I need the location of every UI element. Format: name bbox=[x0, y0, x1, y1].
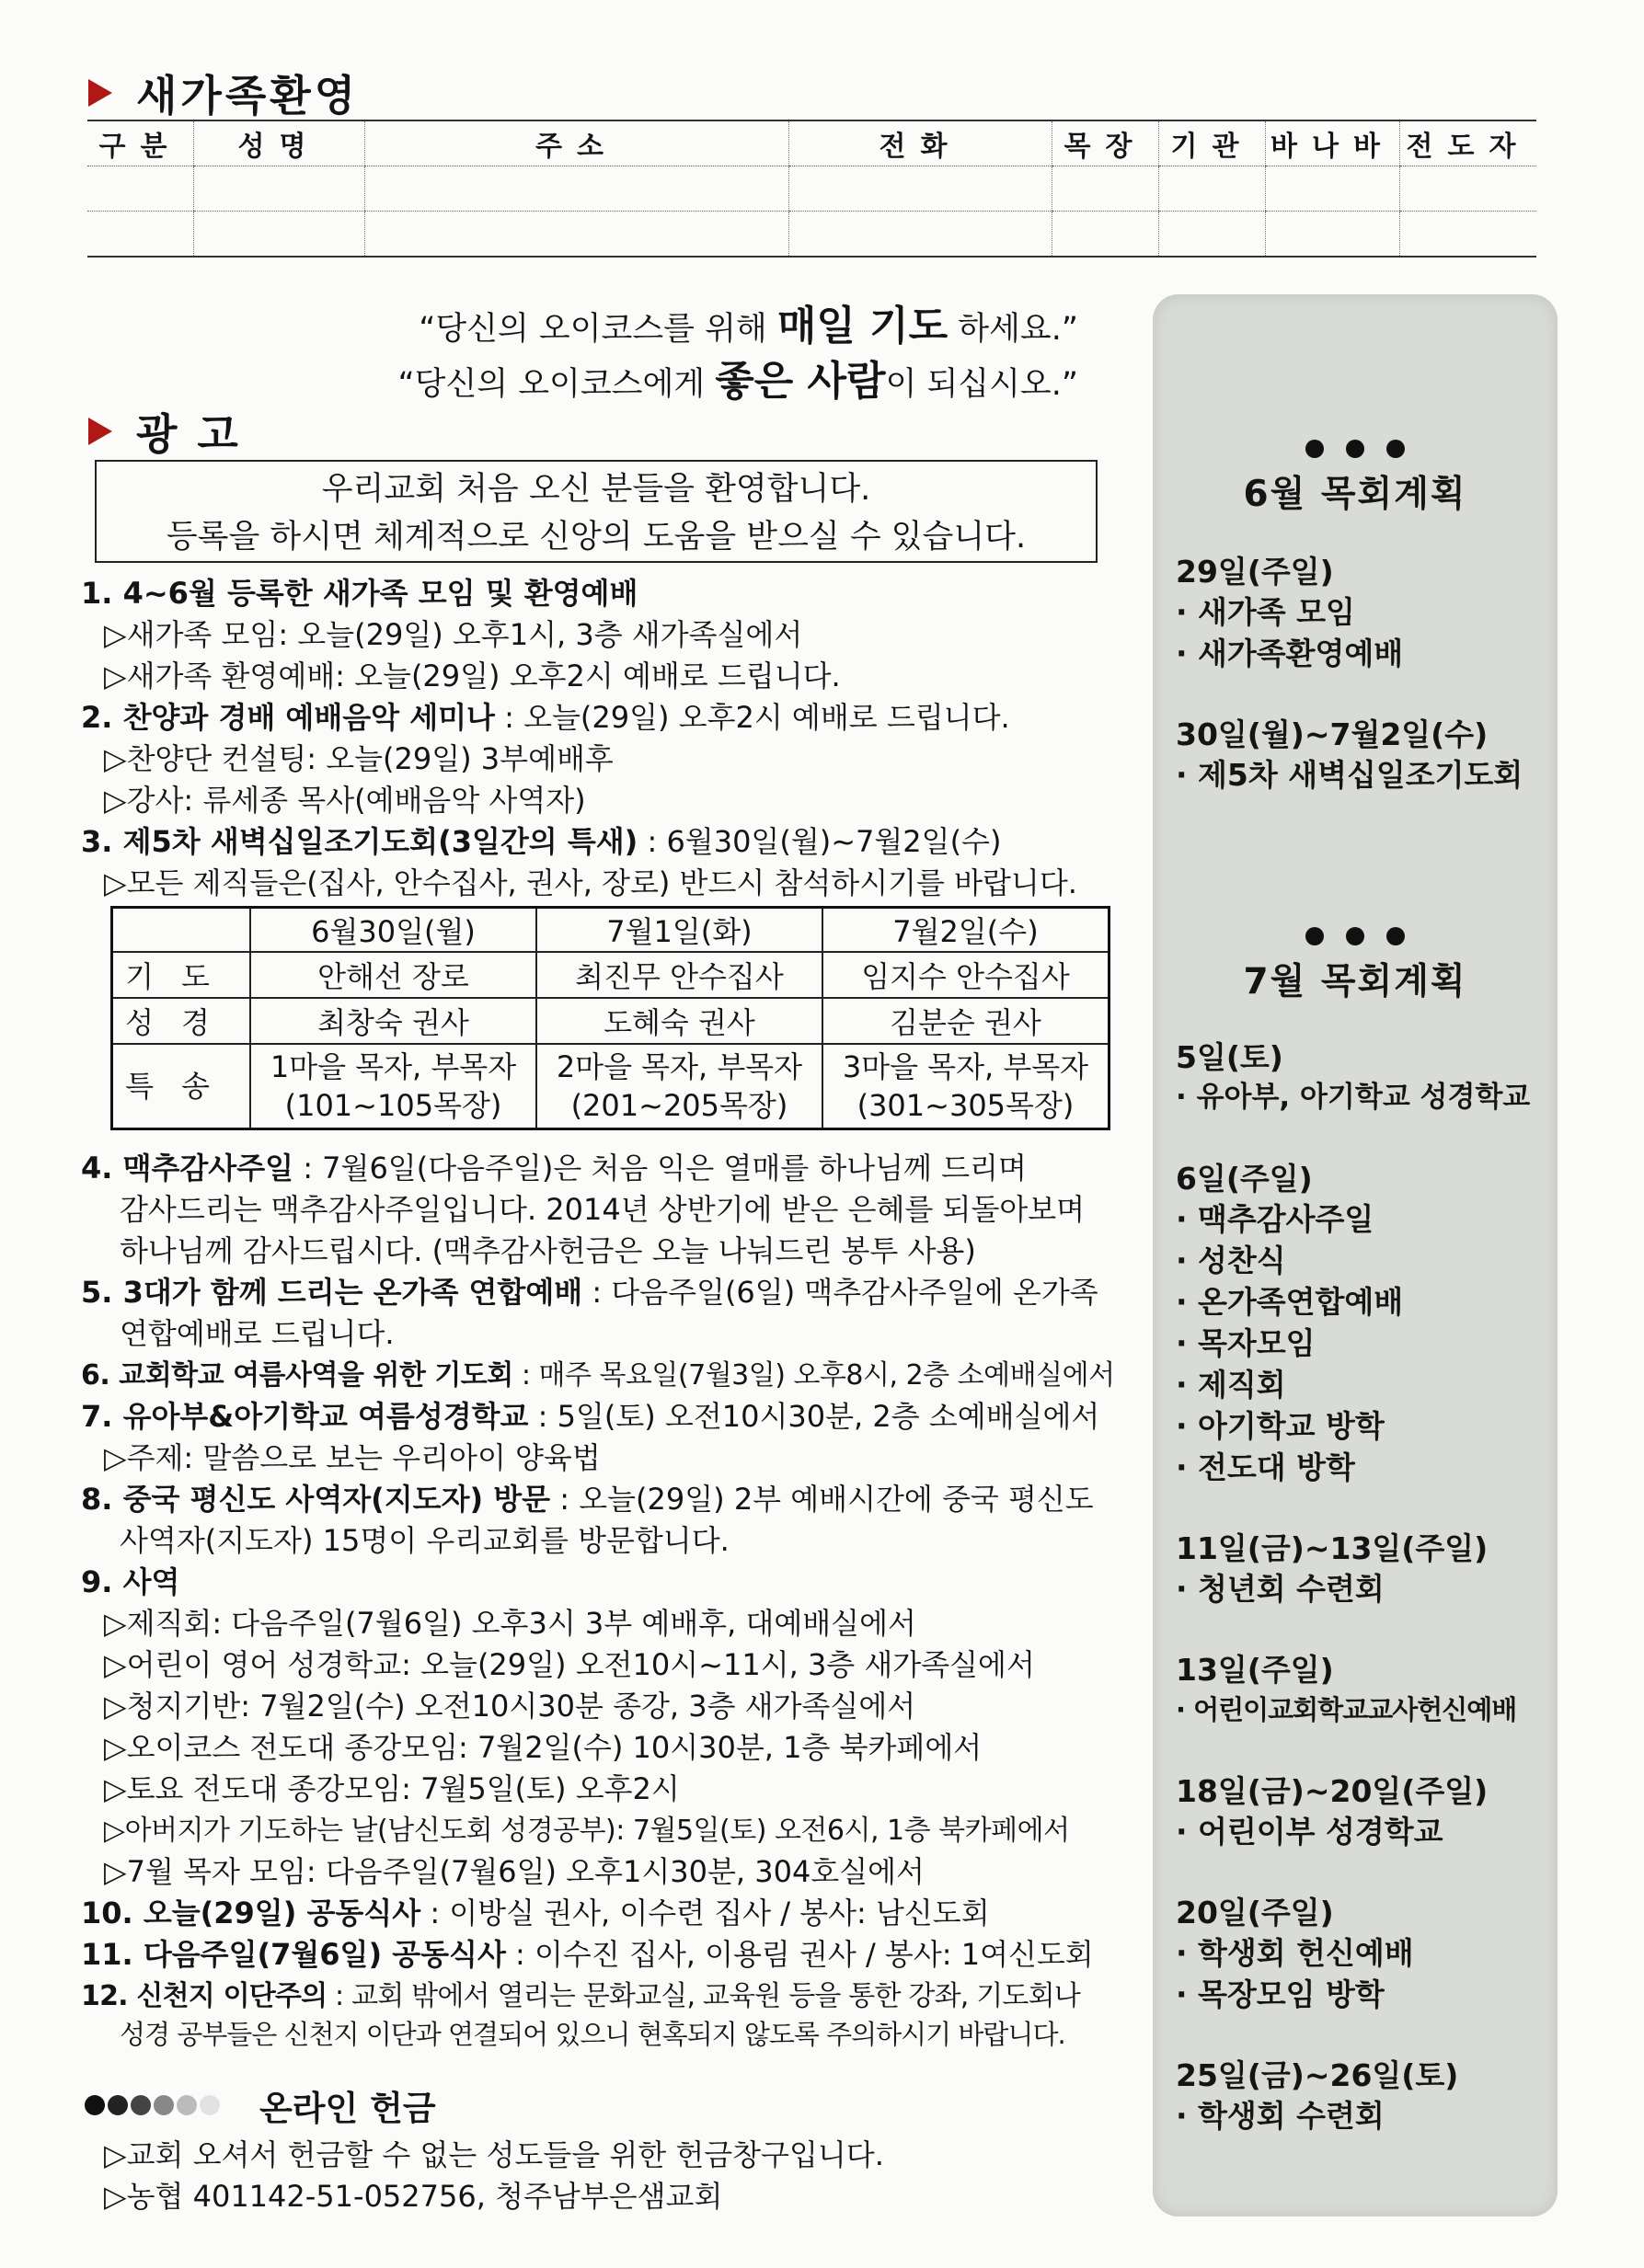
ad-sub-item: ▷새가족 환영예배: 오늘(29일) 오후2시 예배로 드립니다. bbox=[104, 659, 841, 693]
ad-continuation: 성경 공부들은 신천지 이단과 연결되어 있으니 현혹되지 않도록 주의하시기 바랍니다. bbox=[120, 2019, 1065, 2050]
ad-item-5: 5. 3대가 함께 드리는 온가족 연합예배 : 다음주일(6일) 맥추감사주일에 온가족 bbox=[81, 1275, 1098, 1310]
plan-date: 13일(주일) bbox=[1176, 1652, 1334, 1688]
plan-item: · 전도대 방학 bbox=[1176, 1449, 1355, 1485]
plan-date: 6일(주일) bbox=[1176, 1161, 1313, 1197]
table-cell: 김분순 권사 bbox=[822, 998, 1109, 1044]
june-plan-list bbox=[1153, 548, 1558, 796]
table-cell: 2마을 목자, 부목자 (201~205목장) bbox=[536, 1044, 822, 1128]
plan-item: · 어린이교회학교교사헌신예배 bbox=[1176, 1694, 1517, 1725]
plan-item: · 제5차 새벽십일조기도회 bbox=[1176, 757, 1523, 793]
ad-sub-item: ▷어린이 영어 성경학교: 오늘(29일) 오전10시~11시, 3층 새가족실에서 bbox=[104, 1647, 1035, 1682]
notice-line-1: 우리교회 처음 오신 분들을 환영합니다. bbox=[321, 471, 871, 508]
plan-item: · 청년회 수련회 bbox=[1176, 1571, 1385, 1607]
table-cell: 1마을 목자, 부목자 (101~105목장) bbox=[250, 1044, 536, 1128]
new-family-header bbox=[88, 63, 359, 123]
ad-sub-item: ▷주제: 말씀으로 보는 우리아이 양육법 bbox=[104, 1440, 601, 1475]
plan-item: · 목장모임 방학 bbox=[1176, 1976, 1385, 2012]
dots-fade-icon bbox=[85, 2095, 223, 2115]
ad-continuation: 연합예배로 드립니다. bbox=[120, 1316, 395, 1351]
table-row bbox=[87, 212, 1536, 258]
schedule-header: 7월2일(수) bbox=[822, 908, 1109, 953]
plan-date: 18일(금)~20일(주일) bbox=[1176, 1773, 1489, 1809]
ad-sub-item: ▷제직회: 다음주일(7월6일) 오후3시 3부 예배후, 대예배실에서 bbox=[104, 1606, 916, 1641]
plan-item: · 맥추감사주일 bbox=[1176, 1201, 1374, 1237]
ad-item-3: 3. 제5차 새벽십일조기도회(3일간의 특새) : 6월30일(월)~7월2일(수) bbox=[81, 824, 1002, 859]
plan-date: 20일(주일) bbox=[1176, 1895, 1334, 1930]
col-evangelist: 전도자 bbox=[1400, 120, 1537, 166]
row-label: 특송 bbox=[112, 1044, 251, 1128]
plan-item: · 성찬식 bbox=[1176, 1243, 1286, 1278]
col-phone: 전화 bbox=[789, 120, 1052, 166]
col-mokjang: 목장 bbox=[1052, 120, 1159, 166]
ad-item-6: 6. 교회학교 여름사역을 위한 기도회 : 매주 목요일(7월3일) 오후8시, 2층 소예배실에서 bbox=[81, 1359, 1115, 1392]
col-address: 주소 bbox=[365, 120, 789, 166]
plan-date: 29일(주일) bbox=[1176, 554, 1334, 590]
new-family-title: 새가족환영 bbox=[136, 71, 360, 120]
quote-line-1: “당신의 오이코스를 위해 매일 기도 하세요.” bbox=[419, 303, 1078, 349]
ad-item-2: 2. 찬양과 경배 예배음악 세미나 : 오늘(29일) 오후2시 예배로 드립니다. bbox=[81, 700, 1010, 735]
june-plan-title: 6월 목회계획 bbox=[1243, 474, 1467, 515]
triangle-bullet-icon bbox=[88, 418, 112, 445]
row-label: 성경 bbox=[112, 998, 251, 1044]
ad-item-1: 1. 4~6월 등록한 새가족 모임 및 환영예배 bbox=[81, 576, 638, 611]
table-row bbox=[87, 166, 1536, 212]
schedule-header: 6월30일(월) bbox=[250, 908, 536, 953]
ad-item-7: 7. 유아부&아기학교 여름성경학교 : 5일(토) 오전10시30분, 2층 소예배실에서 bbox=[81, 1399, 1100, 1434]
table-row bbox=[112, 998, 1109, 1044]
table-row bbox=[112, 952, 1109, 998]
plan-item: · 학생회 수련회 bbox=[1176, 2098, 1385, 2134]
ad-sub-item: ▷모든 제직들은(집사, 안수집사, 권사, 장로) 반드시 참석하시기를 바랍니다. bbox=[104, 865, 1077, 900]
plan-item: · 제직회 bbox=[1176, 1367, 1286, 1403]
plan-item: · 유아부, 아기학교 성경학교 bbox=[1176, 1081, 1531, 1114]
ad-sub-item: ▷7월 목자 모임: 다음주일(7월6일) 오후1시30분, 304호실에서 bbox=[104, 1854, 925, 1889]
plan-item: · 새가족 모임 bbox=[1176, 594, 1355, 630]
col-organization: 기관 bbox=[1159, 120, 1266, 166]
table-row bbox=[112, 1044, 1109, 1128]
ad-continuation: 사역자(지도자) 15명이 우리교회를 방문합니다. bbox=[120, 1523, 730, 1558]
ad-sub-item: ▷청지기반: 7월2일(수) 오전10시30분 종강, 3층 새가족실에서 bbox=[104, 1689, 916, 1724]
table-cell: 임지수 안수집사 bbox=[822, 952, 1109, 998]
plan-date: 5일(토) bbox=[1176, 1039, 1283, 1075]
bank-account-line: ▷농협 401142-51-052756, 청주남부은샘교회 bbox=[104, 2179, 723, 2214]
plan-item: · 새가족환영예배 bbox=[1176, 636, 1404, 671]
ad-sub-item: ▷아버지가 기도하는 날(남신도회 성경공부): 7월5일(토) 오전6시, 1층 북카페에서 bbox=[104, 1815, 1070, 1847]
plan-date: 11일(금)~13일(주일) bbox=[1176, 1530, 1489, 1566]
ad-sub-item: ▷강사: 류세종 목사(예배음악 사역자) bbox=[104, 783, 586, 818]
dots-icon bbox=[1153, 440, 1558, 458]
plan-item: · 어린이부 성경학교 bbox=[1176, 1814, 1443, 1850]
welcome-notice-box bbox=[95, 460, 1098, 563]
ad-continuation: 감사드리는 맥추감사주일입니다. 2014년 상반기에 받은 은혜를 되돌아보며 bbox=[120, 1192, 1086, 1227]
pastoral-plan-sidebar bbox=[1153, 294, 1558, 2216]
notice-line-2: 등록을 하시면 체계적으로 신앙의 도움을 받으실 수 있습니다. bbox=[166, 519, 1027, 556]
ad-item-4: 4. 맥추감사주일 : 7월6일(다음주일)은 처음 익은 열매를 하나님께 드리며 bbox=[81, 1151, 1027, 1186]
table-cell: 안해선 장로 bbox=[250, 952, 536, 998]
plan-item: · 학생회 헌신예배 bbox=[1176, 1935, 1414, 1971]
ad-continuation: 하나님께 감사드립시다. (맥추감사헌금은 오늘 나눠드린 봉투 사용) bbox=[120, 1233, 976, 1268]
new-family-header-row bbox=[87, 120, 1536, 166]
ads-title: 광고 bbox=[136, 409, 259, 459]
quote-line-2: “당신의 오이코스에게 좋은 사람이 되십시오.” bbox=[397, 358, 1078, 405]
plan-item: · 아기학교 방학 bbox=[1176, 1408, 1385, 1444]
plan-date: 30일(월)~7월2일(수) bbox=[1176, 716, 1489, 752]
online-giving-line: ▷교회 오셔서 헌금할 수 없는 성도들을 위한 헌금창구입니다. bbox=[104, 2137, 884, 2172]
ad-sub-item: ▷찬양단 컨설팅: 오늘(29일) 3부예배후 bbox=[104, 741, 614, 776]
triangle-bullet-icon bbox=[88, 79, 112, 107]
july-plan-list bbox=[1153, 1034, 1558, 2136]
prayer-schedule-table bbox=[110, 906, 1110, 1130]
ad-item-8: 8. 중국 평신도 사역자(지도자) 방문 : 오늘(29일) 2부 예배시간에 중국 평신도 bbox=[81, 1482, 1094, 1517]
ad-item-9: 9. 사역 bbox=[81, 1564, 180, 1599]
ad-sub-item: ▷오이코스 전도대 종강모임: 7월2일(수) 10시30분, 1층 북카페에서 bbox=[104, 1730, 983, 1765]
ads-header bbox=[88, 401, 259, 462]
dots-icon bbox=[1153, 927, 1558, 945]
online-giving-header bbox=[85, 2080, 436, 2130]
online-giving-title: 온라인 헌금 bbox=[259, 2089, 436, 2128]
plan-date: 25일(금)~26일(토) bbox=[1176, 2057, 1459, 2093]
table-cell: 최진무 안수집사 bbox=[536, 952, 822, 998]
new-family-table bbox=[87, 120, 1536, 258]
schedule-header: 7월1일(화) bbox=[536, 908, 822, 953]
table-cell: 도혜숙 권사 bbox=[536, 998, 822, 1044]
table-cell: 3마을 목자, 부목자 (301~305목장) bbox=[822, 1044, 1109, 1128]
ad-item-12: 12. 신천지 이단주의 : 교회 밖에서 열리는 문화교실, 교육원 등을 통한 강좌, 기도회나 bbox=[81, 1980, 1080, 2012]
row-label: 기도 bbox=[112, 952, 251, 998]
july-plan-title: 7월 목회계획 bbox=[1243, 961, 1467, 1002]
col-name: 성명 bbox=[194, 120, 365, 166]
ad-item-11: 11. 다음주일(7월6일) 공동식사 : 이수진 집사, 이용림 권사 / 봉사: 1여신도회 bbox=[81, 1937, 1094, 1972]
col-barnabas: 바나바 bbox=[1266, 120, 1400, 166]
plan-item: · 목자모임 bbox=[1176, 1325, 1316, 1361]
ad-sub-item: ▷토요 전도대 종강모임: 7월5일(토) 오후2시 bbox=[104, 1771, 680, 1806]
col-category: 구분 bbox=[87, 120, 194, 166]
ad-item-10: 10. 오늘(29일) 공동식사 : 이방실 권사, 이수련 집사 / 봉사: 남신도회 bbox=[81, 1896, 990, 1930]
table-row bbox=[112, 908, 1109, 953]
plan-item: · 온가족연합예배 bbox=[1176, 1284, 1404, 1320]
table-cell: 최창숙 권사 bbox=[250, 998, 536, 1044]
ad-sub-item: ▷새가족 모임: 오늘(29일) 오후1시, 3층 새가족실에서 bbox=[104, 617, 803, 652]
